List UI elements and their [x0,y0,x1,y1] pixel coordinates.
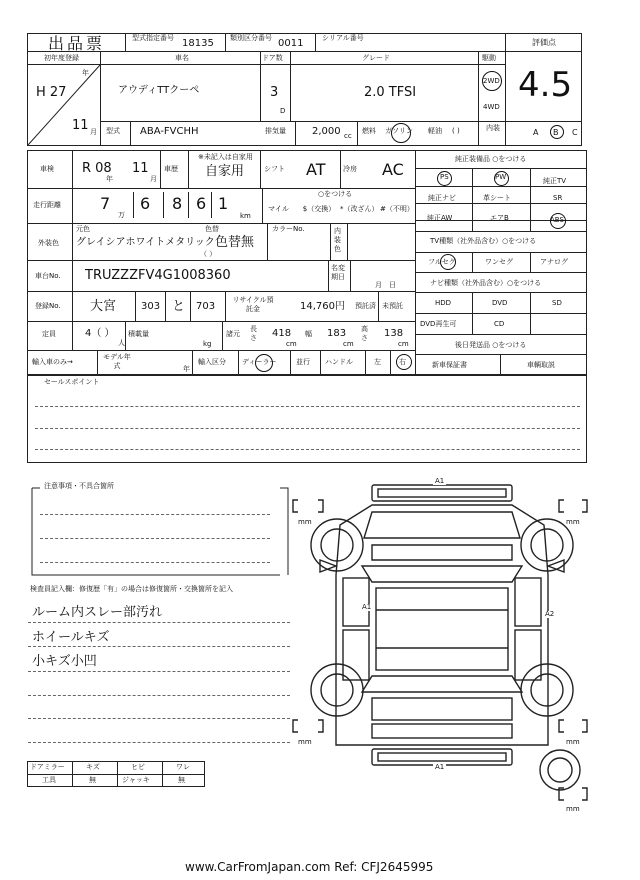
people-unit: 人 [118,339,125,347]
cat-label: 類別区分番号 [230,34,272,42]
serial-label: シリアル番号 [322,34,364,42]
recycle-deposited: 預託済 [355,302,376,310]
mileage-unknown: #（不明） [380,205,414,213]
cat-value: 0011 [278,38,304,49]
shift-value: AT [306,160,326,179]
legend-scratch: キズ [86,763,100,771]
exterior-color: グレイシアホワイトメタリック [76,237,215,248]
drive-4wd: 4WD [483,103,500,111]
navi-dvd: DVD [492,299,508,307]
door-count: 3 [270,85,279,100]
import-parallel: 並行 [296,358,310,366]
import-type-label: 輸入区分 [198,358,226,366]
sales-point-label: セールスポイント [44,378,100,386]
equip-title: 純正装備品 ○をつける [455,155,527,163]
interior-a: A [533,128,539,137]
lic-value: 18135 [182,38,214,49]
year-unit-3: 年 [183,365,190,373]
first-reg-label: 初年度登録 [44,54,79,62]
year-unit-2: 年 [106,175,113,183]
handle-right: 右 [399,358,406,366]
plate-place: 大宮 [90,299,117,314]
doors-label: ドア数 [262,54,283,62]
grade-label: グレード [362,54,390,62]
length-label: 長さ [250,325,257,342]
history-value: 自家用 [205,164,245,179]
length-value: 418 [272,328,292,339]
ac-label: 冷房 [343,165,357,173]
equip-leather: 革シート [483,194,511,202]
fuel-gasoline: ガソリン [385,127,413,135]
model-code: ABA-FVCHH [140,126,199,137]
interior-label: 内装 [486,124,500,132]
capacity-label: 定員 [42,330,56,338]
cm-unit: cm [343,340,354,348]
displacement-label: 排気量 [265,127,286,135]
legend-tools-value: 無 [89,776,96,784]
equip-sr: SR [553,194,563,202]
navi-cd: CD [494,320,505,328]
later-warranty: 新車保証書 [432,361,467,369]
cc-unit: cc [344,132,352,140]
inspection-label: 車検 [40,165,54,173]
equip-pw: PW [495,173,507,181]
interior-color-label: 内装色 [334,227,341,253]
equip-aw: 純正AW [427,214,453,222]
drive-label: 駆動 [482,54,496,62]
displacement: 2,000 [312,126,341,137]
legend-mirror: ドアミラー [30,763,65,771]
damage-a1-left: A1 [362,603,372,611]
load-label: 積載量 [128,330,149,338]
damage-a1-rear: A1 [435,763,445,771]
first-reg-month: 11 [72,118,89,133]
fuel-label: 燃料 [362,127,376,135]
year-unit: 年 [82,69,89,77]
footer-watermark: www.CarFromJapan.com Ref: CFJ2645995 [185,860,434,874]
navi-hdd: HDD [435,299,452,307]
mm-label: mm [566,805,580,813]
damage-a1-front: A1 [435,477,445,485]
tv-analog: アナログ [540,258,568,266]
door-unit: D [280,107,286,115]
lic-label: 型式指定番号 [132,34,174,42]
drive-2wd: 2WD [483,77,500,85]
recycle-label: リサイクル預託金 [232,296,274,313]
kg-unit: kg [203,340,212,348]
first-reg-year: H 27 [36,85,67,100]
interior-b: B [553,128,559,137]
import-dealer: ディーラー [242,358,277,366]
km-unit: km [240,212,251,220]
history-note: ※未記入は自家用 [198,153,253,161]
ac-value: AC [382,160,404,179]
vin-value: TRUZZZFV4G1008360 [85,268,231,283]
capacity-value: 4（ ） [85,328,115,339]
later-manual: 車輌取説 [527,361,555,369]
color-paren: （ ） [200,250,217,258]
height-label: 高さ [361,325,368,342]
mileage-digit: 8 [172,194,183,213]
color-change-label: 色替 [205,225,219,233]
mileage-label: 走行距離 [33,201,61,209]
navi-sd: SD [552,299,562,307]
note-line: ルーム内スレー部汚れ [32,605,163,620]
tv-title: TV種類（社外品含む）○をつける [430,237,537,245]
legend-jack-value: 無 [178,776,185,784]
mm-label: mm [566,738,580,746]
mm-label: mm [298,738,312,746]
mileage-modified: *（改ざん） [340,205,379,213]
score-header: 評価点 [532,38,556,47]
import-label: 輸入車のみ→ [32,358,73,366]
cm-unit: cm [398,340,409,348]
fuel-other: ( ) [452,127,460,135]
name-change-date: 月 日 [375,281,396,289]
recycle-fee: 14,760円 [300,301,345,312]
spec-label: 諸元 [226,330,240,338]
mileage-digit: 6 [140,194,151,213]
equip-abs: ABS [550,216,564,224]
plate-kana: と [172,299,186,314]
handle-label: ハンドル [325,358,353,366]
damage-a2-right: A2 [545,610,555,618]
mileage-digit: 1 [218,194,229,213]
evaluation-score: 4.5 [518,65,573,105]
plate-number: 703 [196,301,216,312]
plate-class: 303 [141,301,161,312]
name-change-label: 名変期日 [331,264,345,281]
plate-label: 登録No. [35,302,61,310]
page-title: 出品票 [48,34,106,53]
handle-left: 左 [374,358,381,366]
cm-unit: cm [286,340,297,348]
man-unit: 万 [118,211,125,219]
width-label: 幅 [305,330,312,338]
width-value: 183 [327,328,347,339]
inspector-note: 検査員記入欄：修復歴「有」の場合は修復箇所・交換箇所を記入 [30,585,233,593]
equip-ps: PS [440,173,449,181]
inspection-month: 11 [132,161,149,176]
legend-break: ワレ [176,763,190,771]
equip-navi: 純正ナビ [428,194,456,202]
orig-color-label: 元色 [76,225,90,233]
mileage-digit: 6 [196,194,207,213]
recycle-unpaid: 未預託 [382,302,403,310]
mileage-digit: 7 [100,194,111,213]
mm-label: mm [566,518,580,526]
car-name: アウディTTクーペ [118,85,200,96]
color-change-value: 色替無 [215,235,255,250]
vin-label: 車台No. [35,272,61,280]
history-label: 車歴 [164,165,178,173]
later-title: 後日発送品 ○をつける [455,341,527,349]
car-name-label: 車名 [175,54,189,62]
legend-crack: ヒビ [131,763,145,771]
model-label: 型式 [106,127,120,135]
exterior-color-label: 外装色 [38,239,59,247]
month-unit-2: 月 [150,175,157,183]
legend-jack: ジャッキ [122,776,150,784]
fuel-diesel: 軽油 [428,127,442,135]
color-no-label: カラーNo. [272,225,305,233]
month-unit: 月 [90,128,97,136]
shift-label: シフト [264,165,285,173]
note-line: 小キズ小凹 [32,654,97,669]
mileage-exchange: $（交換） [302,205,336,213]
height-value: 138 [384,328,404,339]
tv-oneseg: ワンセグ [485,258,513,266]
navi-title: ナビ種類（社外品含む）○をつける [430,279,542,287]
note-line: ホイールキズ [32,630,110,645]
mm-label: mm [298,518,312,526]
interior-c: C [572,128,578,137]
model-year-label: モデル年式 [103,353,131,370]
tv-fullseg: フルセグ [428,258,456,266]
grade-value: 2.0 TFSI [364,85,417,100]
mileage-miles: マイル [268,205,289,213]
legend-tools: 工具 [42,776,56,784]
equip-tv: 純正TV [543,177,567,185]
equip-airbag: エアB [490,214,509,222]
mileage-check-note: ○をつける [318,190,353,198]
navi-dvd-play: DVD再生可 [420,320,457,328]
notes-label: 注意事項・不具合箇所 [44,482,114,490]
inspection-year: R 08 [82,161,112,176]
